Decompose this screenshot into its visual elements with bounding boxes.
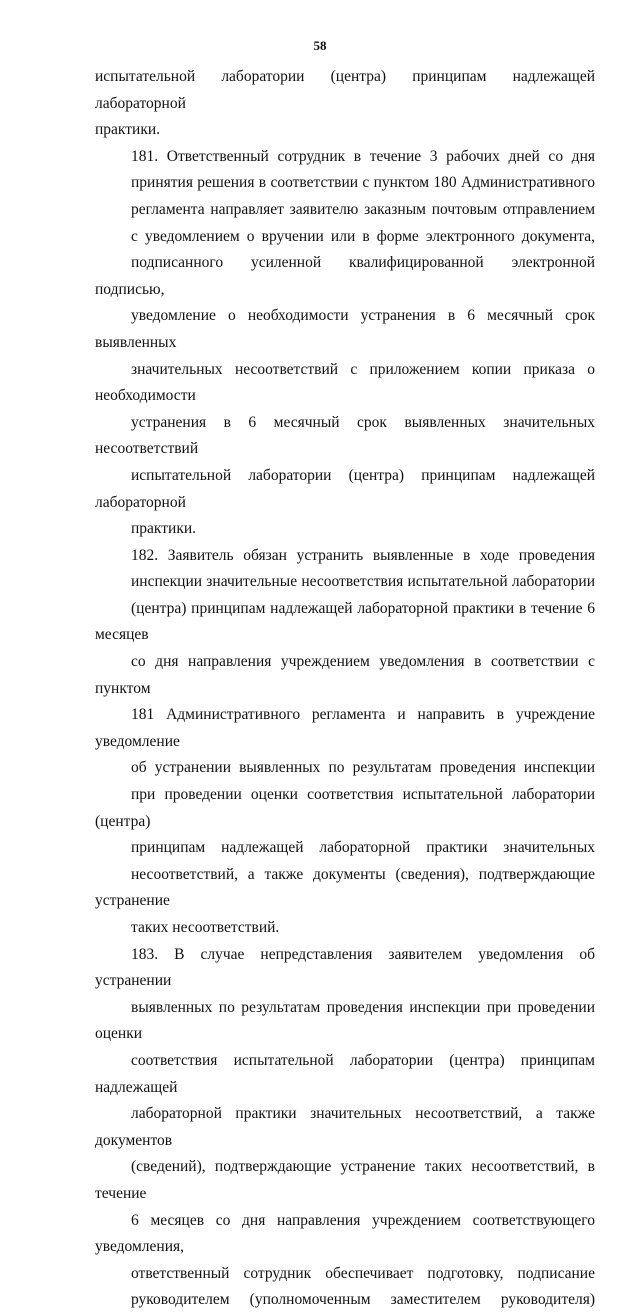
text-line: таких несоответствий. [131, 919, 280, 936]
page-number: 58 [313, 38, 327, 53]
text-line: регламента направляет заявителю заказным почтовым отправлением [131, 200, 595, 218]
text-line: принятия решения в соответствии с пунктом 180 Административного [131, 174, 595, 192]
text-line: устранения в 6 месячный срок выявленных значительных несоответствий [95, 413, 595, 458]
text-line: 182. Заявитель обязан устранить выявленные в ходе проведения [131, 546, 595, 564]
text-line: соответствия испытательной лаборатории (центра) принципам надлежащей [95, 1051, 595, 1096]
text-line: испытательной лаборатории (центра) принципам надлежащей лабораторной [95, 68, 595, 112]
text-line: инспекции значительные несоответствия испытательной лаборатории [131, 573, 595, 591]
text-line: 6 месяцев со дня направления учреждением соответствующего уведомления, [95, 1211, 595, 1256]
text-line: практики. [131, 520, 197, 538]
text-line: при проведении оценки соответствия испытательной лаборатории (центра) [95, 786, 595, 830]
text-line: уведомление о необходимости устранения в 6 месячный срок выявленных [95, 307, 595, 351]
paragraph [95, 144, 595, 543]
text-line: ответственный сотрудник обеспечивает подготовку, подписание [131, 1264, 595, 1282]
paragraph [95, 64, 595, 144]
text-line: с уведомлением о вручении или в форме электронного документа, [131, 227, 595, 245]
text-line: выявленных по результатам проведения инспекции при проведении оценки [95, 998, 595, 1043]
text-line: (центра) принципам надлежащей лабораторной практики в течение 6 месяцев [95, 599, 595, 644]
text-line: практики. [95, 121, 161, 139]
text-line: руководителем (уполномоченным заместителем руководителя) [131, 1291, 595, 1309]
paragraph [95, 543, 595, 942]
text-line: испытательной лаборатории (центра) принципам надлежащей лабораторной [95, 466, 595, 511]
text-line: об устранении выявленных по результатам проведения инспекции [131, 759, 595, 777]
document-body [95, 64, 595, 1314]
text-line: принципам надлежащей лабораторной практики значительных [131, 839, 595, 857]
text-line: несоответствий, а также документы (сведения), подтверждающие устранение [95, 865, 595, 910]
text-line: 181 Административного регламента и направить в учреждение уведомление [95, 706, 595, 750]
text-line: подписанного усиленной квалифицированной электронной подписью, [95, 254, 595, 298]
text-line: (сведений), подтверждающие устранение таких несоответствий, в течение [95, 1158, 595, 1202]
text-line: 183. В случае непредставления заявителем уведомления об устранении [95, 945, 595, 990]
paragraph [95, 942, 595, 1314]
text-line: лабораторной практики значительных несоответствий, а также документов [95, 1105, 595, 1149]
text-line: 181. Ответственный сотрудник в течение 3 рабочих дней со дня [131, 147, 595, 165]
text-line: со дня направления учреждением уведомления в соответствии с пунктом [95, 653, 595, 697]
text-line: значительных несоответствий с приложением копии приказа о необходимости [95, 360, 595, 405]
